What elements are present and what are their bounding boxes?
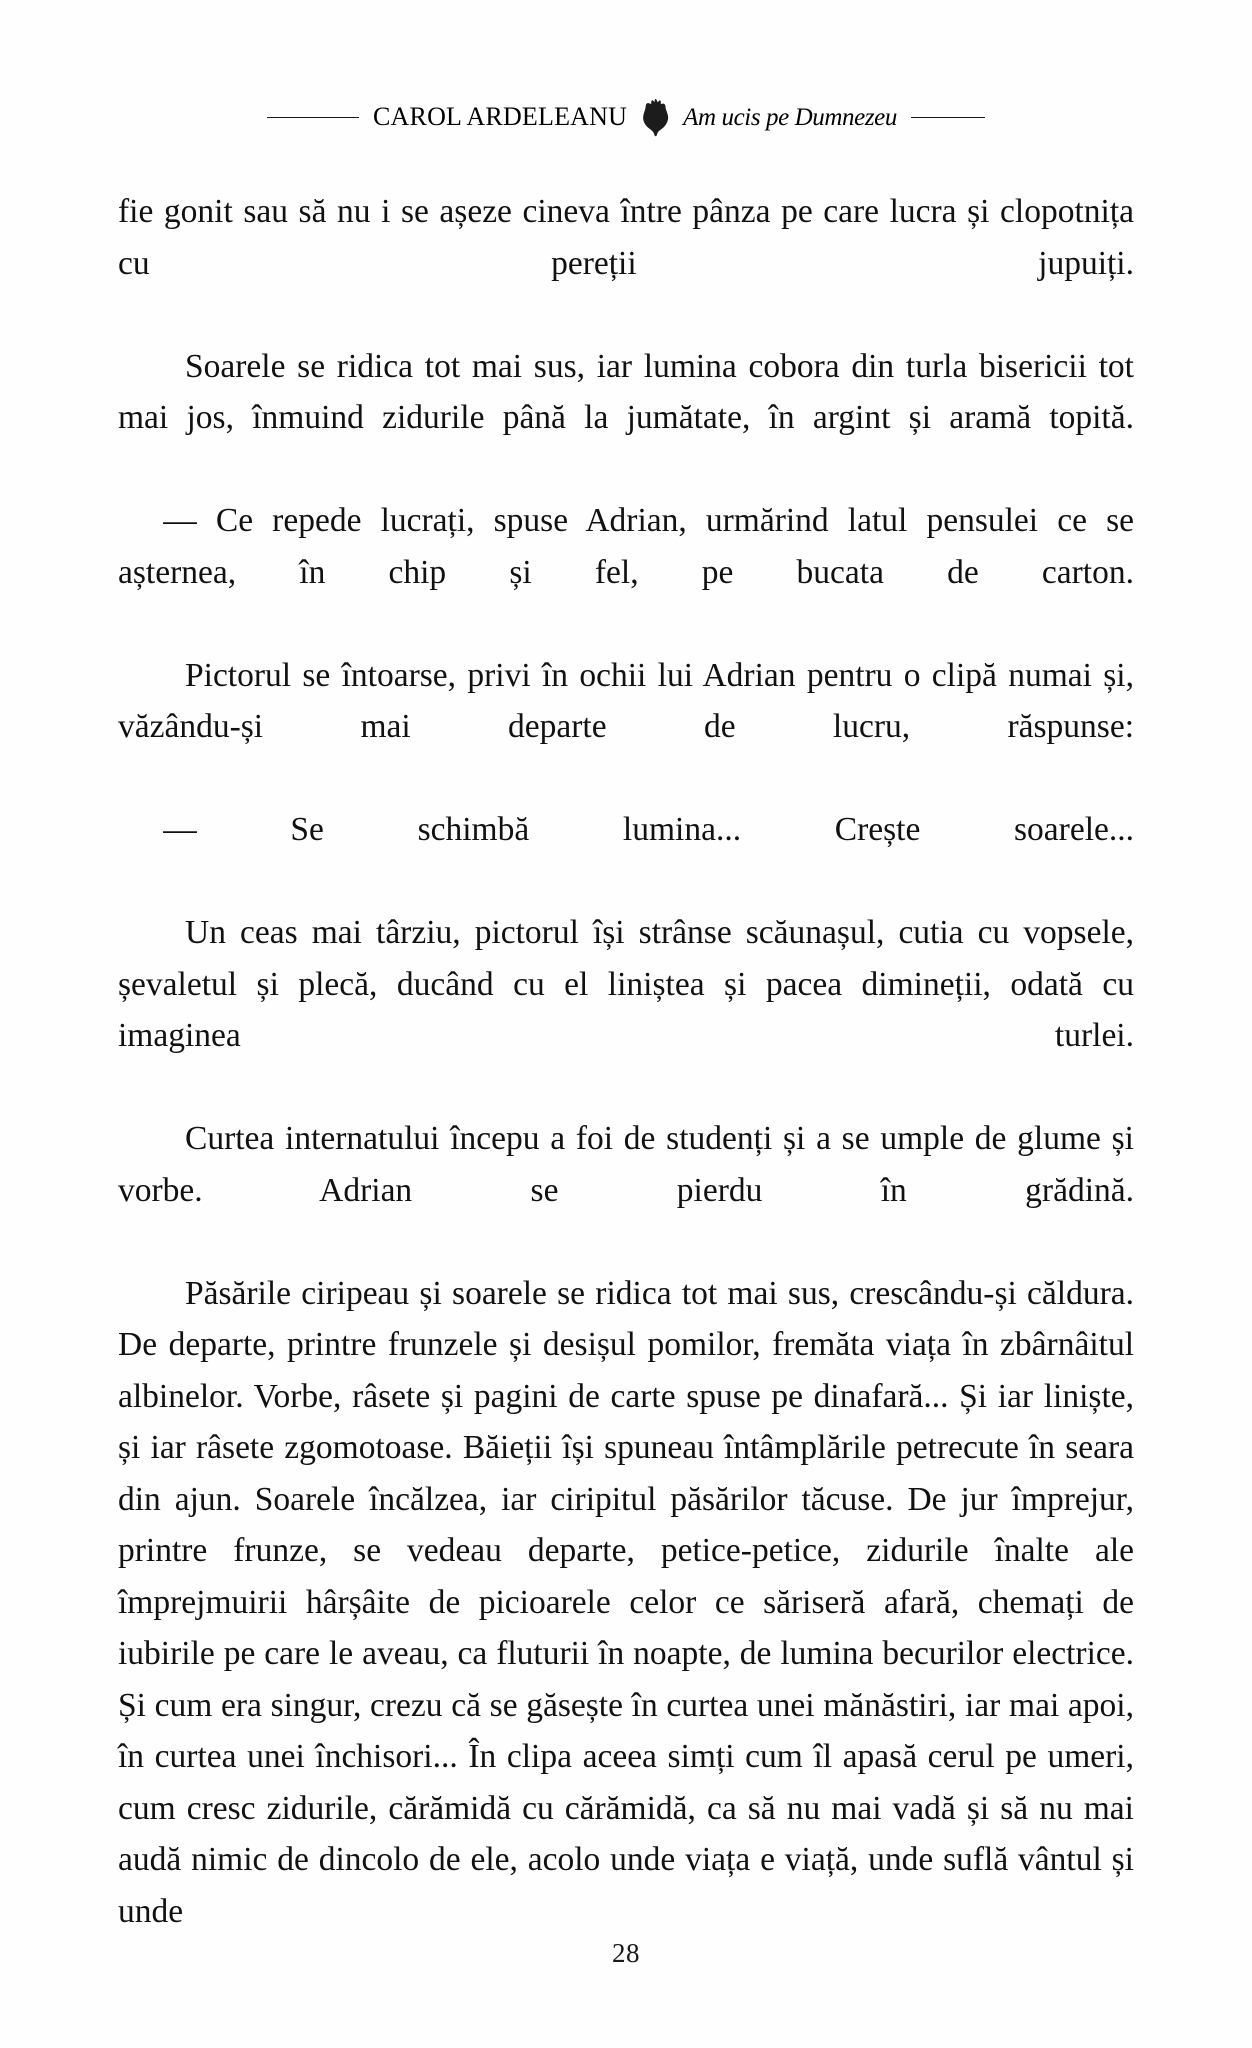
paragraph-dialogue: — Se schimbă lumina... Crește soarele...	[163, 811, 1134, 848]
paragraph: Pictorul se întoarse, privi în ochii lui Adrian pentru o clipă numai și, văzându-și mai departe de lucru, răspunse:	[118, 656, 1134, 745]
paragraph: Soarele se ridica tot mai sus, iar lumina cobora din turla bisericii tot mai jos, înmuind zidurile până la jumătate, în argint și aramă topită.	[118, 347, 1134, 436]
page-number: 28	[612, 1938, 640, 1968]
running-header	[118, 96, 1134, 138]
paragraph: Păsările ciripeau și soarele se ridica tot mai sus, crescându-și căldura. De departe, printre frunzele și desișul pomilor, fremăta viața în zbârnâitul albinelor. Vorbe, râsete și pagini de carte spuse pe dinafară... Și iar liniște, și iar râsete zgomotoase. Băieții își spuneau întâmplările petrecute în seara din ajun. Soarele încălzea, iar ciripitul păsărilor tăcuse. De jur împrejur, printre frunze, se vedeau departe, petice-petice, zidurile înalte ale împrejmuirii hârșâite de picioarele celor ce săriseră afară, chemați de iubirile pe care le aveau, ca fluturii în noapte, de lumina becurilor electrice. Și cum era singur, crezu că se găsește în curtea unei mănăstiri, iar mai apoi, în curtea unei închisori... În clipa aceea simți cum îl apasă cerul pe umeri, cum cresc zidurile, cărămidă cu cărămidă, ca să nu mai vadă și să nu mai audă nimic de dincolo de ele, acolo unde viața e viață, unde suflă vântul și unde	[118, 1274, 1134, 1930]
paragraph: Un ceas mai târziu, pictorul își strânse scăunașul, cutia cu vopsele, șevaletul și plecă, ducând cu el liniștea și pacea dimineții, odată cu imaginea turlei.	[118, 914, 1134, 1054]
header-author-name: CAROL ARDELEANU	[373, 102, 628, 131]
header-rule-right	[911, 117, 985, 118]
header-rule-left	[267, 117, 359, 118]
ink-blot-ornament-icon	[639, 96, 673, 138]
paragraph: Curtea internatului începu a foi de studenți și a se umple de glume și vorbe. Adrian se pierdu în grădină.	[118, 1120, 1134, 1209]
header-book-title: Am ucis pe Dumnezeu	[683, 103, 897, 131]
paragraph: fie gonit sau să nu i se așeze cineva între pânza pe care lucra și clopotnița cu pereții jupuiți.	[118, 193, 1134, 282]
paragraph-dialogue: — Ce repede lucrați, spuse Adrian, urmărind latul pensulei ce se așternea, în chip și fel, pe bucata de carton.	[118, 502, 1134, 591]
body-text-block	[118, 186, 1134, 1989]
